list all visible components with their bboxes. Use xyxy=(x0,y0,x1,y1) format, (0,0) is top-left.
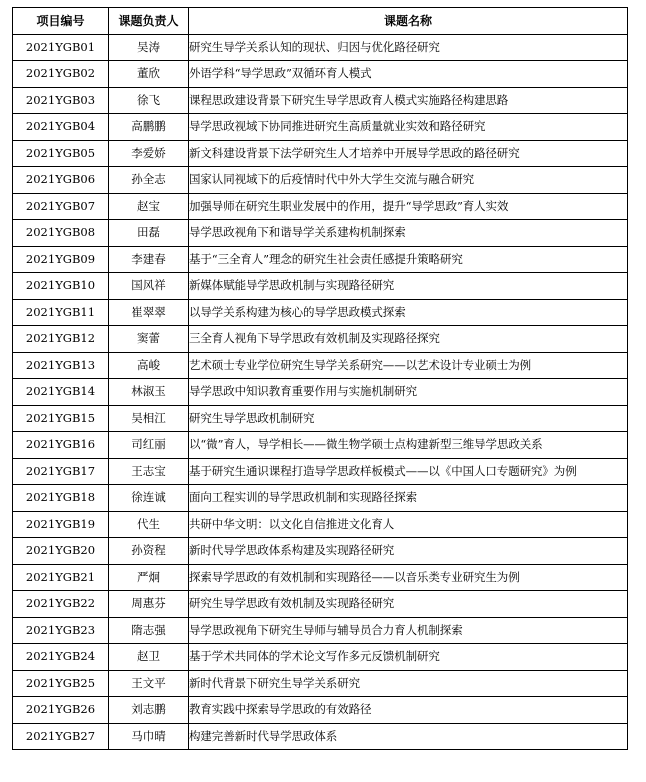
table-row xyxy=(13,34,628,61)
project-leader-cell: 孙全志 xyxy=(109,167,189,194)
project-title-cell: 基于研究生通识课程打造导学思政样板模式——以《中国人口专题研究》为例 xyxy=(189,458,628,485)
table-row xyxy=(13,114,628,141)
project-id-cell: 2021YGB08 xyxy=(13,220,109,247)
project-title-cell: 新文科建设背景下法学研究生人才培养中开展导学思政的路径研究 xyxy=(189,140,628,167)
project-id-cell: 2021YGB05 xyxy=(13,140,109,167)
project-leader-cell: 林淑玉 xyxy=(109,379,189,406)
table-row xyxy=(13,723,628,750)
project-id-cell: 2021YGB06 xyxy=(13,167,109,194)
project-id-cell: 2021YGB15 xyxy=(13,405,109,432)
project-id-cell: 2021YGB10 xyxy=(13,273,109,300)
table-row xyxy=(13,326,628,353)
project-leader-cell: 吴涛 xyxy=(109,34,189,61)
project-leader-cell: 赵卫 xyxy=(109,644,189,671)
project-title-cell: 新时代导学思政体系构建及实现路径研究 xyxy=(189,538,628,565)
project-id-cell: 2021YGB24 xyxy=(13,644,109,671)
project-leader-cell: 田磊 xyxy=(109,220,189,247)
project-leader-cell: 国风祥 xyxy=(109,273,189,300)
project-id-cell: 2021YGB27 xyxy=(13,723,109,750)
project-leader-cell: 周惠芬 xyxy=(109,591,189,618)
project-leader-cell: 高峻 xyxy=(109,352,189,379)
table-row xyxy=(13,670,628,697)
project-leader-cell: 代生 xyxy=(109,511,189,538)
project-title-cell: 导学思政视域下协同推进研究生高质量就业实效和路径研究 xyxy=(189,114,628,141)
project-leader-cell: 徐飞 xyxy=(109,87,189,114)
project-title-cell: 导学思政视角下和谐导学关系建构机制探索 xyxy=(189,220,628,247)
project-id-cell: 2021YGB01 xyxy=(13,34,109,61)
project-id-cell: 2021YGB14 xyxy=(13,379,109,406)
project-title-cell: 课程思政建设背景下研究生导学思政育人模式实施路径构建思路 xyxy=(189,87,628,114)
table-row xyxy=(13,379,628,406)
table-row xyxy=(13,485,628,512)
table-row xyxy=(13,246,628,273)
project-leader-cell: 司红丽 xyxy=(109,432,189,459)
table-row xyxy=(13,538,628,565)
project-title-cell: 基于学术共同体的学术论文写作多元反馈机制研究 xyxy=(189,644,628,671)
table-header-row xyxy=(13,8,628,35)
project-id-cell: 2021YGB22 xyxy=(13,591,109,618)
table-row xyxy=(13,511,628,538)
project-leader-cell: 李建春 xyxy=(109,246,189,273)
table-row xyxy=(13,405,628,432)
project-id-cell: 2021YGB25 xyxy=(13,670,109,697)
table-row xyxy=(13,644,628,671)
project-id-cell: 2021YGB17 xyxy=(13,458,109,485)
project-leader-cell: 吴相江 xyxy=(109,405,189,432)
project-leader-cell: 李爱娇 xyxy=(109,140,189,167)
project-leader-cell: 徐连诚 xyxy=(109,485,189,512)
project-title-cell: 新时代背景下研究生导学关系研究 xyxy=(189,670,628,697)
table-row xyxy=(13,299,628,326)
table-row xyxy=(13,273,628,300)
table-row xyxy=(13,352,628,379)
project-leader-cell: 严炯 xyxy=(109,564,189,591)
project-id-cell: 2021YGB03 xyxy=(13,87,109,114)
project-table xyxy=(12,7,628,750)
project-id-cell: 2021YGB20 xyxy=(13,538,109,565)
header-project-title: 课题名称 xyxy=(189,8,628,35)
project-id-cell: 2021YGB09 xyxy=(13,246,109,273)
project-id-cell: 2021YGB23 xyxy=(13,617,109,644)
project-title-cell: 加强导师在研究生职业发展中的作用，提升“导学思政”育人实效 xyxy=(189,193,628,220)
project-title-cell: 新媒体赋能导学思政机制与实现路径研究 xyxy=(189,273,628,300)
project-title-cell: 以导学关系构建为核心的导学思政模式探索 xyxy=(189,299,628,326)
table-row xyxy=(13,564,628,591)
project-title-cell: 导学思政中知识教育重要作用与实施机制研究 xyxy=(189,379,628,406)
project-leader-cell: 高鹏鹏 xyxy=(109,114,189,141)
project-leader-cell: 马巾晴 xyxy=(109,723,189,750)
project-title-cell: 以“微”育人，导学相长——微生物学硕士点构建新型三维导学思政关系 xyxy=(189,432,628,459)
project-id-cell: 2021YGB19 xyxy=(13,511,109,538)
table-row xyxy=(13,591,628,618)
project-title-cell: 国家认同视域下的后疫情时代中外大学生交流与融合研究 xyxy=(189,167,628,194)
project-id-cell: 2021YGB18 xyxy=(13,485,109,512)
project-title-cell: 外语学科“导学思政”双循环育人模式 xyxy=(189,61,628,88)
table-row xyxy=(13,432,628,459)
project-title-cell: 面向工程实训的导学思政机制和实现路径探索 xyxy=(189,485,628,512)
project-title-cell: 导学思政视角下研究生导师与辅导员合力育人机制探索 xyxy=(189,617,628,644)
project-id-cell: 2021YGB12 xyxy=(13,326,109,353)
project-leader-cell: 窦蕾 xyxy=(109,326,189,353)
project-title-cell: 探索导学思政的有效机制和实现路径——以音乐类专业研究生为例 xyxy=(189,564,628,591)
project-id-cell: 2021YGB21 xyxy=(13,564,109,591)
project-title-cell: 三全育人视角下导学思政有效机制及实现路径探究 xyxy=(189,326,628,353)
project-title-cell: 艺术硕士专业学位研究生导学关系研究——以艺术设计专业硕士为例 xyxy=(189,352,628,379)
table-body xyxy=(13,34,628,750)
header-project-id: 项目编号 xyxy=(13,8,109,35)
table-row xyxy=(13,87,628,114)
project-leader-cell: 王志宝 xyxy=(109,458,189,485)
project-title-cell: 研究生导学思政机制研究 xyxy=(189,405,628,432)
project-title-cell: 共研中华文明：以文化自信推进文化育人 xyxy=(189,511,628,538)
project-leader-cell: 赵宝 xyxy=(109,193,189,220)
table-row xyxy=(13,167,628,194)
project-id-cell: 2021YGB04 xyxy=(13,114,109,141)
project-leader-cell: 孙资程 xyxy=(109,538,189,565)
project-leader-cell: 刘志鹏 xyxy=(109,697,189,724)
project-id-cell: 2021YGB11 xyxy=(13,299,109,326)
project-leader-cell: 隋志强 xyxy=(109,617,189,644)
table-row xyxy=(13,220,628,247)
project-title-cell: 基于“三全育人”理念的研究生社会责任感提升策略研究 xyxy=(189,246,628,273)
project-leader-cell: 董欣 xyxy=(109,61,189,88)
project-id-cell: 2021YGB26 xyxy=(13,697,109,724)
project-id-cell: 2021YGB07 xyxy=(13,193,109,220)
table-row xyxy=(13,617,628,644)
table-row xyxy=(13,61,628,88)
project-id-cell: 2021YGB02 xyxy=(13,61,109,88)
project-leader-cell: 崔翠翠 xyxy=(109,299,189,326)
table-row xyxy=(13,193,628,220)
table-row xyxy=(13,697,628,724)
table-row xyxy=(13,458,628,485)
project-id-cell: 2021YGB13 xyxy=(13,352,109,379)
project-leader-cell: 王文平 xyxy=(109,670,189,697)
header-project-leader: 课题负责人 xyxy=(109,8,189,35)
project-id-cell: 2021YGB16 xyxy=(13,432,109,459)
project-title-cell: 教育实践中探索导学思政的有效路径 xyxy=(189,697,628,724)
project-title-cell: 研究生导学思政有效机制及实现路径研究 xyxy=(189,591,628,618)
project-title-cell: 构建完善新时代导学思政体系 xyxy=(189,723,628,750)
table-row xyxy=(13,140,628,167)
project-title-cell: 研究生导学关系认知的现状、归因与优化路径研究 xyxy=(189,34,628,61)
